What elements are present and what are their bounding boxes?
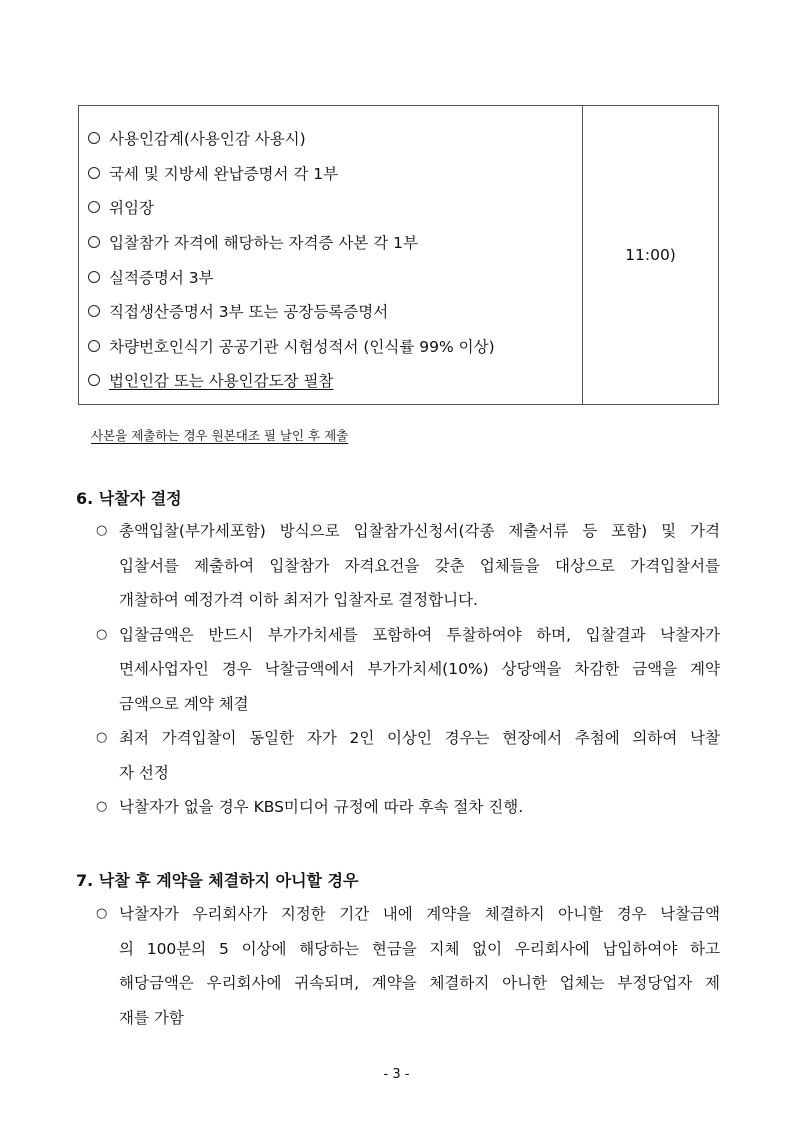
- requirements-table: [78, 105, 719, 405]
- paragraph-line: 의 100분의 5 이상에 해당하는 현금을 지체 없이 우리회사에 납입하여야 하고: [119, 939, 720, 958]
- paragraph-line: 낙찰자가 우리회사가 지정한 기간 내에 계약을 체결하지 아니할 경우 낙찰금액: [119, 905, 720, 923]
- paragraph-line: 입찰금액은 반드시 부가가치세를 포함하여 투찰하여야 하며, 입찰결과 낙찰자가: [119, 625, 720, 644]
- requirement-item: [79, 121, 582, 156]
- circle-bullet-icon: [88, 236, 100, 248]
- requirement-text: 직접생산증명서 3부 또는 공장등록증명서: [109, 303, 389, 322]
- paragraph-line: 입찰서를 제출하여 입찰참가 자격요건을 갖춘 업체들을 대상으로 가격입찰서를: [119, 556, 720, 575]
- bullet-paragraph: [96, 514, 720, 618]
- requirement-item: [79, 294, 582, 329]
- circle-bullet-icon: [88, 271, 100, 283]
- paragraph-line: 면세사업자인 경우 낙찰금액에서 부가가치세(10%) 상당액을 차감한 금액을 계약: [119, 660, 720, 678]
- paragraph-line: 낙찰자가 없을 경우 KBS미디어 규정에 따라 후속 절차 진행.: [119, 798, 524, 816]
- section-6-bullets: [96, 514, 720, 825]
- requirement-item: [79, 156, 582, 191]
- paragraph-line: 재를 가함: [119, 1008, 184, 1027]
- paragraph-line: 자 선정: [119, 763, 169, 782]
- circle-bullet-icon: [88, 374, 100, 386]
- circle-bullet-icon: [88, 340, 100, 352]
- circle-bullet-icon: [88, 132, 100, 144]
- paragraph-line: 해당금액은 우리회사에 귀속되며, 계약을 체결하지 아니한 업체는 부정당업자 제: [119, 974, 720, 992]
- section-7-bullets: [96, 897, 720, 1035]
- requirement-item: [79, 259, 582, 294]
- requirement-text: 위임장: [109, 199, 154, 218]
- section-7-title: 7. 낙찰 후 계약을 체결하지 아니할 경우: [76, 871, 359, 890]
- bullet-circle-icon: ○: [96, 799, 108, 814]
- bullet-circle-icon: ○: [96, 523, 108, 538]
- bullet-paragraph: [96, 897, 720, 1035]
- bullet-paragraph: [96, 790, 720, 825]
- page-number: - 3 -: [383, 1067, 410, 1082]
- time-cell: 11:00): [625, 246, 676, 264]
- copy-submission-note: 사본을 제출하는 경우 원본대조 필 날인 후 제출: [91, 428, 349, 443]
- bullet-paragraph: [96, 721, 720, 790]
- paragraph-line: 최저 가격입찰이 동일한 자가 2인 이상인 경우는 현장에서 추첨에 의하여 낙찰: [119, 729, 720, 747]
- requirement-text: 입찰참가 자격에 해당하는 자격증 사본 각 1부: [109, 234, 418, 253]
- bullet-circle-icon: ○: [96, 906, 108, 921]
- section-6-title: 6. 낙찰자 결정: [76, 489, 182, 508]
- circle-bullet-icon: [88, 167, 100, 179]
- requirement-text: 사용인감계(사용인감 사용시): [109, 130, 306, 149]
- circle-bullet-icon: [88, 201, 100, 213]
- requirement-item: [79, 225, 582, 260]
- circle-bullet-icon: [88, 305, 100, 317]
- requirement-text: 실적증명서 3부: [109, 268, 214, 287]
- paragraph-line: 금액으로 계약 체결: [119, 694, 249, 713]
- requirement-text: 차량번호인식기 공공기관 시험성적서 (인식률 99% 이상): [109, 337, 495, 356]
- requirements-list: [79, 106, 583, 404]
- requirement-item: [79, 363, 582, 398]
- bullet-circle-icon: ○: [96, 626, 108, 642]
- requirement-item: [79, 329, 582, 364]
- paragraph-line: 총액입찰(부가세포함) 방식으로 입찰참가신청서(각종 제출서류 등 포함) 및 가격: [119, 522, 720, 540]
- bullet-circle-icon: ○: [96, 730, 108, 745]
- paragraph-line: 개찰하여 예정가격 이하 최저가 입찰자로 결정합니다.: [119, 591, 478, 609]
- bullet-paragraph: [96, 618, 720, 722]
- requirement-item: [79, 190, 582, 225]
- requirement-text: 법인인감 또는 사용인감도장 필참: [109, 372, 334, 391]
- requirement-text: 국세 및 지방세 완납증명서 각 1부: [109, 164, 339, 183]
